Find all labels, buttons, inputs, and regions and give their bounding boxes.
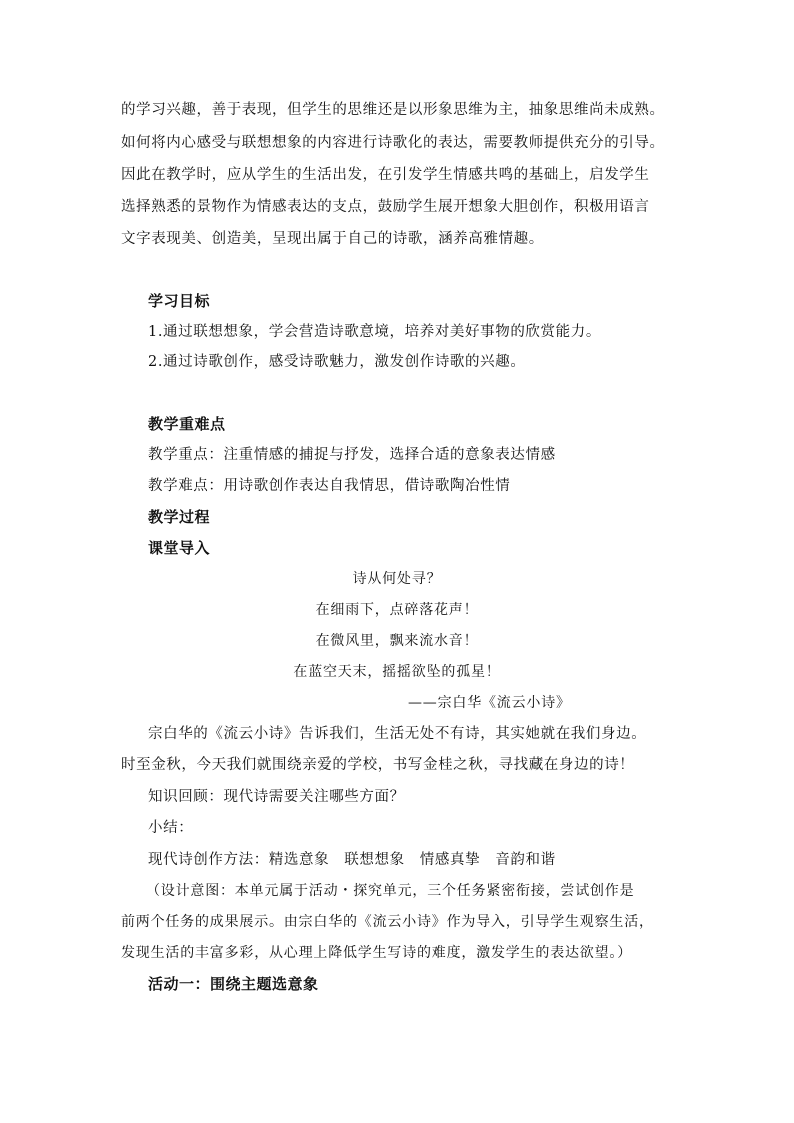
knowledge-review: 知识回顾：现代诗需要关注哪些方面？ bbox=[148, 789, 405, 805]
lesson-para-line-1: 宗白华的《流云小诗》告诉我们，生活无处不有诗，其实她就在我们身边。 bbox=[148, 726, 647, 742]
teaching-focus: 教学重点：注重情感的捕捉与抒发，选择合适的意象表达情感 bbox=[148, 447, 556, 463]
poem-line-2: 在细雨下，点碎落花声！ bbox=[315, 602, 479, 618]
key-points-heading: 教学重难点 bbox=[148, 415, 226, 433]
goal-item-2: 2.通过诗歌创作，感受诗歌魅力，激发创作诗歌的兴趣。 bbox=[148, 354, 526, 370]
lesson-para-line-2: 时至金秋，今天我们就围绕亲爱的学校，书写金桂之秋，寻找藏在身边的诗！ bbox=[121, 757, 635, 773]
intro-subheading: 课堂导入 bbox=[148, 539, 211, 557]
activity-one-heading: 活动一：围绕主题选意象 bbox=[148, 975, 319, 993]
intro-line-2: 如何将内心感受与联想想象的内容进行诗歌化的表达，需要教师提供充分的引导。 bbox=[121, 135, 665, 151]
poem-line-3: 在微风里，飘来流水音！ bbox=[315, 633, 479, 649]
design-note-line-3: 发现生活的丰富多彩，从心理上降低学生写诗的难度，激发学生的表达欲望。） bbox=[121, 945, 632, 961]
intro-line-5: 文字表现美、创造美，呈现出属于自己的诗歌，涵养高雅情趣。 bbox=[121, 231, 544, 247]
summary-label: 小结： bbox=[148, 820, 194, 836]
intro-line-4: 选择熟悉的景物作为情感表达的支点，鼓励学生展开想象大胆创作，积极用语言 bbox=[121, 199, 650, 215]
intro-line-1: 的学习兴趣，善于表现，但学生的思维还是以形象思维为主，抽象思维尚未成熟。 bbox=[121, 102, 665, 118]
goals-heading: 学习目标 bbox=[148, 292, 211, 310]
poem-attribution: ——宗白华《流云小诗》 bbox=[408, 695, 571, 711]
process-heading: 教学过程 bbox=[148, 508, 211, 526]
design-note-line-1: （设计意图：本单元属于活动・探究单元，三个任务紧密衔接，尝试创作是 bbox=[146, 883, 635, 899]
design-note-line-2: 前两个任务的成果展示。由宗白华的《流云小诗》作为导入，引导学生观察生活， bbox=[121, 914, 654, 930]
poem-line-4: 在蓝空天末，摇摇欲坠的孤星！ bbox=[293, 664, 501, 680]
goal-item-1: 1.通过联想想象，学会营造诗歌意境，培养对美好事物的欣赏能力。 bbox=[148, 324, 601, 340]
creation-methods: 现代诗创作方法：精选意象 联想想象 情感真挚 音韵和谐 bbox=[148, 852, 556, 868]
teaching-difficulty: 教学难点：用诗歌创作表达自我情思，借诗歌陶冶性情 bbox=[148, 478, 511, 494]
intro-line-3: 因此在教学时，应从学生的生活出发，在引发学生情感共鸣的基础上，启发学生 bbox=[121, 167, 650, 183]
poem-line-1: 诗从何处寻？ bbox=[352, 571, 442, 587]
